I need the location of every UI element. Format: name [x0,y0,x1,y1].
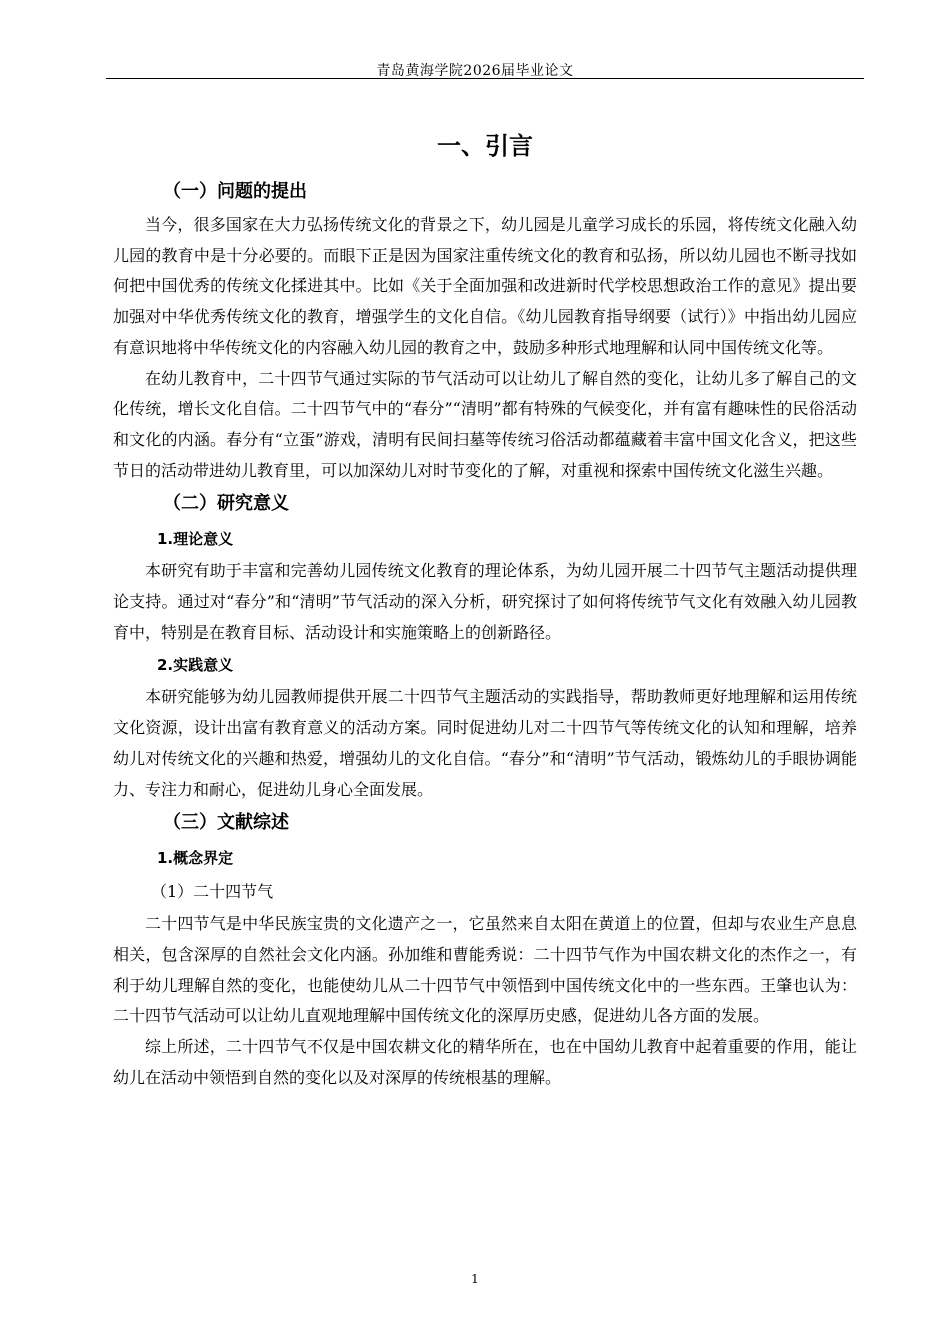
section-heading-significance: （二）研究意义 [163,493,289,515]
subsection-heading-practice: 2.实践意义 [157,656,234,675]
section-heading-literature: （三）文献综述 [163,812,289,834]
item-heading-solar-terms: （1）二十四节气 [151,882,274,902]
header-divider [106,78,864,79]
document-body [113,128,857,1093]
chapter-heading: 一、引言 [437,132,533,160]
page-number: 1 [471,1272,479,1286]
paragraph: 当今，很多国家在大力弘扬传统文化的背景之下，幼儿园是儿童学习成长的乐园，将传统文化融入幼儿园的教育中是十分必要的。而眼下正是因为国家注重传统文化的教育和弘扬，所以幼儿园也不断寻找如何把中国优秀的传统文化揉进其中。比如《关于全面加强和改进新时代学校思想政治工作的意见》提出要加强对中华优秀传统文化的教育，增强学生的文化自信。《幼儿园教育指导纲要（试行）》中指出幼儿园应有意识地将中华传统文化的内容融入幼儿园的教育之中，鼓励多种形式地理解和认同中国传统文化等。 [113,215,857,357]
subsection-heading-concepts: 1.概念界定 [157,849,234,868]
section-heading-problem: （一）问题的提出 [163,181,307,202]
subsection-heading-theory: 1.理论意义 [157,530,234,549]
paragraph: 在幼儿教育中，二十四节气通过实际的节气活动可以让幼儿了解自然的变化，让幼儿多了解自己的文化传统，增长文化自信。二十四节气中的“春分”“清明”都有特殊的气候变化，并有富有趣味性的民俗活动和文化的内涵。春分有“立蛋”游戏，清明有民间扫墓等传统习俗活动都蕴藏着丰富中国文化含义，把这些节日的活动带进幼儿教育里，可以加深幼儿对时节变化的了解，对重视和探索中国传统文化滋生兴趣。 [113,368,857,480]
page-header-title: 青岛黄海学院2026届毕业论文 [376,63,574,79]
paragraph: 本研究能够为幼儿园教师提供开展二十四节气主题活动的实践指导，帮助教师更好地理解和运用传统文化资源，设计出富有教育意义的活动方案。同时促进幼儿对二十四节气等传统文化的认知和理解，培养幼儿对传统文化的兴趣和热爱，增强幼儿的文化自信。“春分”和“清明”节气活动，锻炼幼儿的手眼协调能力、专注力和耐心，促进幼儿身心全面发展。 [113,687,857,799]
paragraph: 二十四节气是中华民族宝贵的文化遗产之一，它虽然来自太阳在黄道上的位置，但却与农业生产息息相关，包含深厚的自然社会文化内涵。孙加维和曹能秀说：二十四节气作为中国农耕文化的杰作之一，有利于幼儿理解自然的变化，也能使幼儿从二十四节气中领悟到中国传统文化中的一些东西。王肇也认为：二十四节气活动可以让幼儿直观地理解中国传统文化的深厚历史感，促进幼儿各方面的发展。 [113,914,857,1026]
paragraph: 本研究有助于丰富和完善幼儿园传统文化教育的理论体系，为幼儿园开展二十四节气主题活动提供理论支持。通过对“春分”和“清明”节气活动的深入分析，研究探讨了如何将传统节气文化有效融入幼儿园教育中，特别是在教育目标、活动设计和实施策略上的创新路径。 [113,561,857,642]
paragraph: 综上所述，二十四节气不仅是中国农耕文化的精华所在，也在中国幼儿教育中起着重要的作用，能让幼儿在活动中领悟到自然的变化以及对深厚的传统根基的理解。 [113,1037,857,1087]
